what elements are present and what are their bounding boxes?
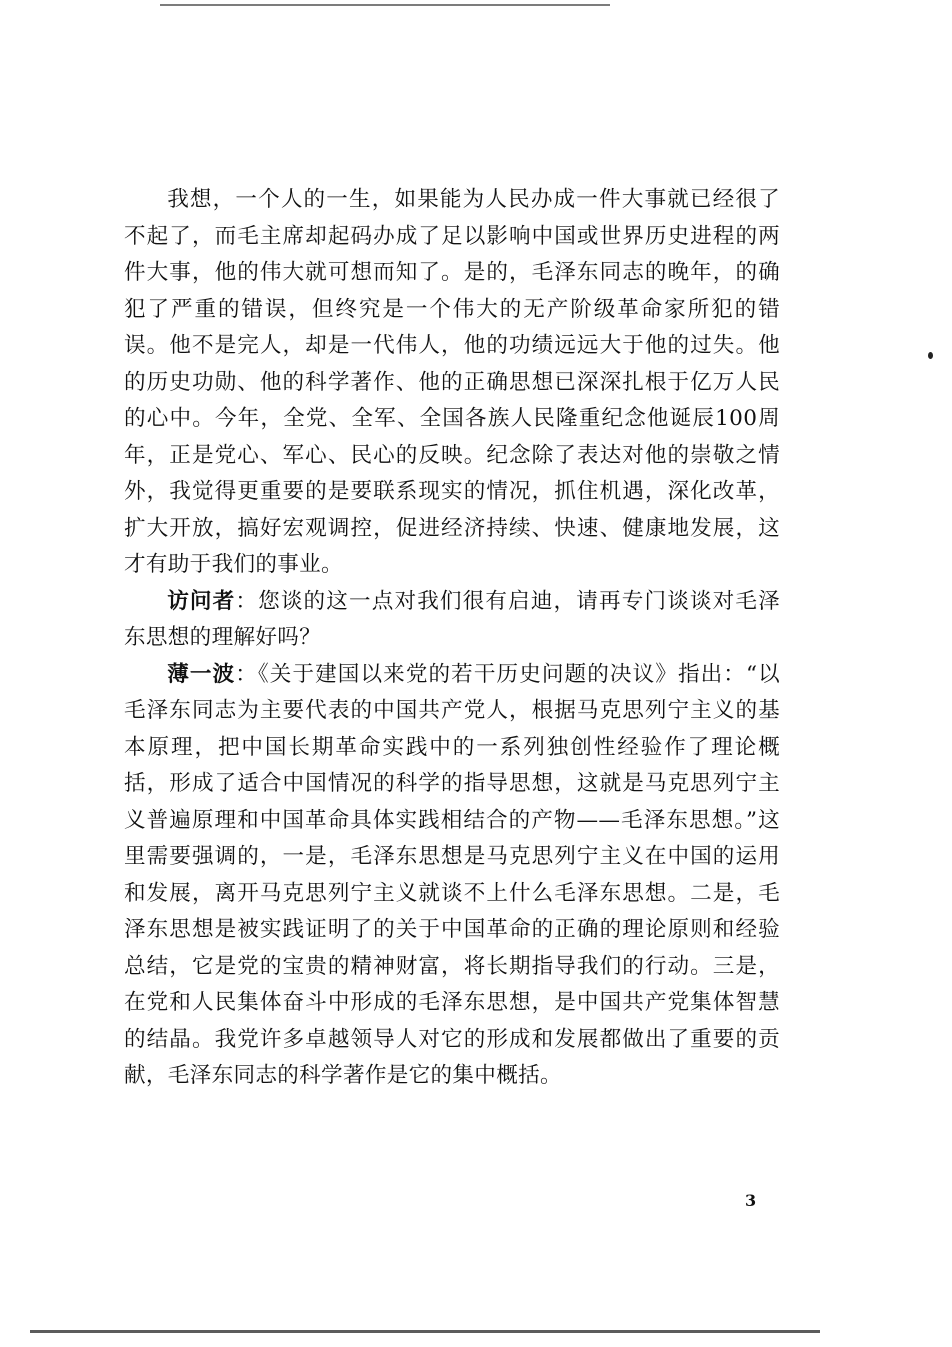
paragraph-3-text: ：《关于建国以来党的若干历史问题的决议》指出：“以毛泽东同志为主要代表的中国共产党人，根据马克思列宁主义的基本原理，把中国长期革命实践中的一系列独创性经验作了理论概括，形成了适合中国情况的科学的指导思想，这就是马克思列宁主义普遍原理和中国革命具体实践相结合的产物——毛泽东思想。”这里需要强调的，一是，毛泽东思想是马克思列宁主义在中国的运用和发展，离开马克思列宁主义就谈不上什么毛泽东思想。二是，毛泽东思想是被实践证明了的关于中国革命的正确的理论原则和经验总结，它是党的宝贵的精神财富，将长期指导我们的行动。三是，在党和人民集体奋斗中形成的毛泽东思想，是中国共产党集体智慧的结晶。我党许多卓越领导人对它的形成和发展都做出了重要的贡献，毛泽东同志的科学著作是它的集中概括。 xyxy=(124,661,780,1088)
speaker-interviewer: 访问者 xyxy=(167,588,236,614)
paragraph-3 xyxy=(124,657,780,1095)
top-scan-rule xyxy=(160,4,610,6)
scan-speck xyxy=(928,352,933,359)
paragraph-2-text: ：您谈的这一点对我们很有启迪，请再专门谈谈对毛泽东思想的理解好吗？ xyxy=(124,588,780,650)
paragraph-1 xyxy=(124,182,780,584)
body-text xyxy=(124,182,780,1095)
page-number: 3 xyxy=(745,1191,757,1210)
speaker-bo-yibo: 薄一波 xyxy=(167,661,236,687)
paragraph-2 xyxy=(124,584,780,657)
bottom-scan-rule xyxy=(30,1330,820,1333)
paragraph-1-text: 我想，一个人的一生，如果能为人民办成一件大事就已经很了不起了，而毛主席却起码办成了足以影响中国或世界历史进程的两件大事，他的伟大就可想而知了。是的，毛泽东同志的晚年，的确犯了严重的错误，但终究是一个伟大的无产阶级革命家所犯的错误。他不是完人，却是一代伟人，他的功绩远远大于他的过失。他的历史功勋、他的科学著作、他的正确思想已深深扎根于亿万人民的心中。今年，全党、全军、全国各族人民隆重纪念他诞辰100周年，正是党心、军心、民心的反映。纪念除了表达对他的崇敬之情外，我觉得更重要的是要联系现实的情况，抓住机遇，深化改革，扩大开放，搞好宏观调控，促进经济持续、快速、健康地发展，这才有助于我们的事业。 xyxy=(124,187,780,577)
